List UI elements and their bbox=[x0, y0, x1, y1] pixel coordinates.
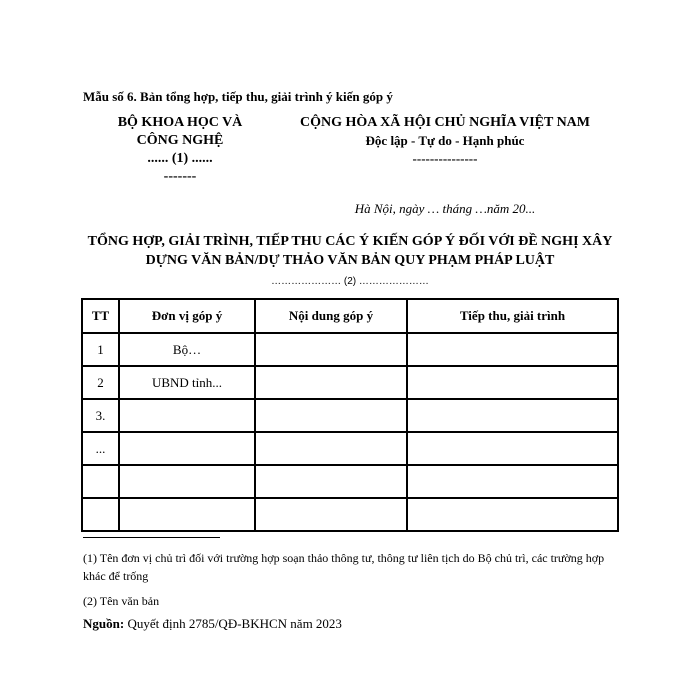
footnote-2: (2) Tên văn bản bbox=[83, 594, 160, 608]
cell-contributor bbox=[119, 432, 255, 465]
cell-content bbox=[255, 465, 407, 498]
form-title: Mẫu số 6. Bản tổng hợp, tiếp thu, giải trình ý kiến góp ý bbox=[83, 89, 393, 104]
national-divider: --------------- bbox=[412, 151, 478, 166]
source-line bbox=[83, 616, 342, 632]
header-tt: TT bbox=[82, 299, 119, 333]
feedback-table bbox=[81, 298, 619, 532]
cell-content bbox=[255, 432, 407, 465]
cell-contributor: UBND tỉnh... bbox=[119, 366, 255, 399]
cell-response bbox=[407, 465, 618, 498]
table-header-row bbox=[82, 299, 618, 333]
cell-tt bbox=[82, 498, 119, 531]
national-motto: Độc lập - Tự do - Hạnh phúc bbox=[365, 133, 525, 148]
cell-response bbox=[407, 498, 618, 531]
agency-name-line2: CÔNG NGHỆ bbox=[136, 133, 224, 148]
agency-unit-placeholder: ...... (1) ...... bbox=[147, 151, 213, 166]
footnote-1: (1) Tên đơn vị chủ trì đối với trường hợp soạn thảo thông tư, thông tư liên tịch do Bộ chủ trì, các trường hợp khác để trống bbox=[83, 551, 605, 583]
cell-content bbox=[255, 333, 407, 366]
document-title-line2: DỰNG VĂN BẢN/DỰ THẢO VĂN BẢN QUY PHẠM PHÁP LUẬT bbox=[145, 253, 555, 268]
document-name-placeholder: ………………… (2) ………………… bbox=[271, 276, 429, 287]
cell-contributor bbox=[119, 399, 255, 432]
cell-tt: 2 bbox=[82, 366, 119, 399]
cell-response bbox=[407, 333, 618, 366]
cell-contributor bbox=[119, 498, 255, 531]
footnote-separator bbox=[83, 537, 220, 538]
national-name: CỘNG HÒA XÃ HỘI CHỦ NGHĨA VIỆT NAM bbox=[299, 115, 590, 130]
cell-tt bbox=[82, 465, 119, 498]
agency-name-line1: BỘ KHOA HỌC VÀ bbox=[117, 115, 243, 130]
cell-tt: 1 bbox=[82, 333, 119, 366]
cell-content bbox=[255, 498, 407, 531]
document-title bbox=[60, 232, 640, 270]
table-row bbox=[82, 432, 618, 465]
header-response: Tiếp thu, giải trình bbox=[407, 299, 618, 333]
cell-contributor: Bộ… bbox=[119, 333, 255, 366]
issuing-agency-header bbox=[100, 114, 260, 186]
cell-contributor bbox=[119, 465, 255, 498]
source-text: Quyết định 2785/QĐ-BKHCN năm 2023 bbox=[124, 616, 342, 631]
table-row bbox=[82, 366, 618, 399]
table-row bbox=[82, 465, 618, 498]
source-label: Nguồn: bbox=[83, 616, 125, 631]
document-title-line1: TỔNG HỢP, GIẢI TRÌNH, TIẾP THU CÁC Ý KIẾN GÓP Ý ĐỐI VỚI ĐỀ NGHỊ XÂY bbox=[87, 234, 613, 249]
agency-divider: ------- bbox=[163, 169, 197, 184]
cell-content bbox=[255, 366, 407, 399]
cell-tt: ... bbox=[82, 432, 119, 465]
cell-response bbox=[407, 399, 618, 432]
national-header bbox=[290, 114, 600, 168]
table-row bbox=[82, 333, 618, 366]
header-contributor: Đơn vị góp ý bbox=[119, 299, 255, 333]
date-line: Hà Nội, ngày … tháng …năm 20... bbox=[354, 201, 536, 216]
header-content: Nội dung góp ý bbox=[255, 299, 407, 333]
cell-response bbox=[407, 432, 618, 465]
cell-content bbox=[255, 399, 407, 432]
cell-tt: 3. bbox=[82, 399, 119, 432]
table-row bbox=[82, 498, 618, 531]
table-row bbox=[82, 399, 618, 432]
cell-response bbox=[407, 366, 618, 399]
